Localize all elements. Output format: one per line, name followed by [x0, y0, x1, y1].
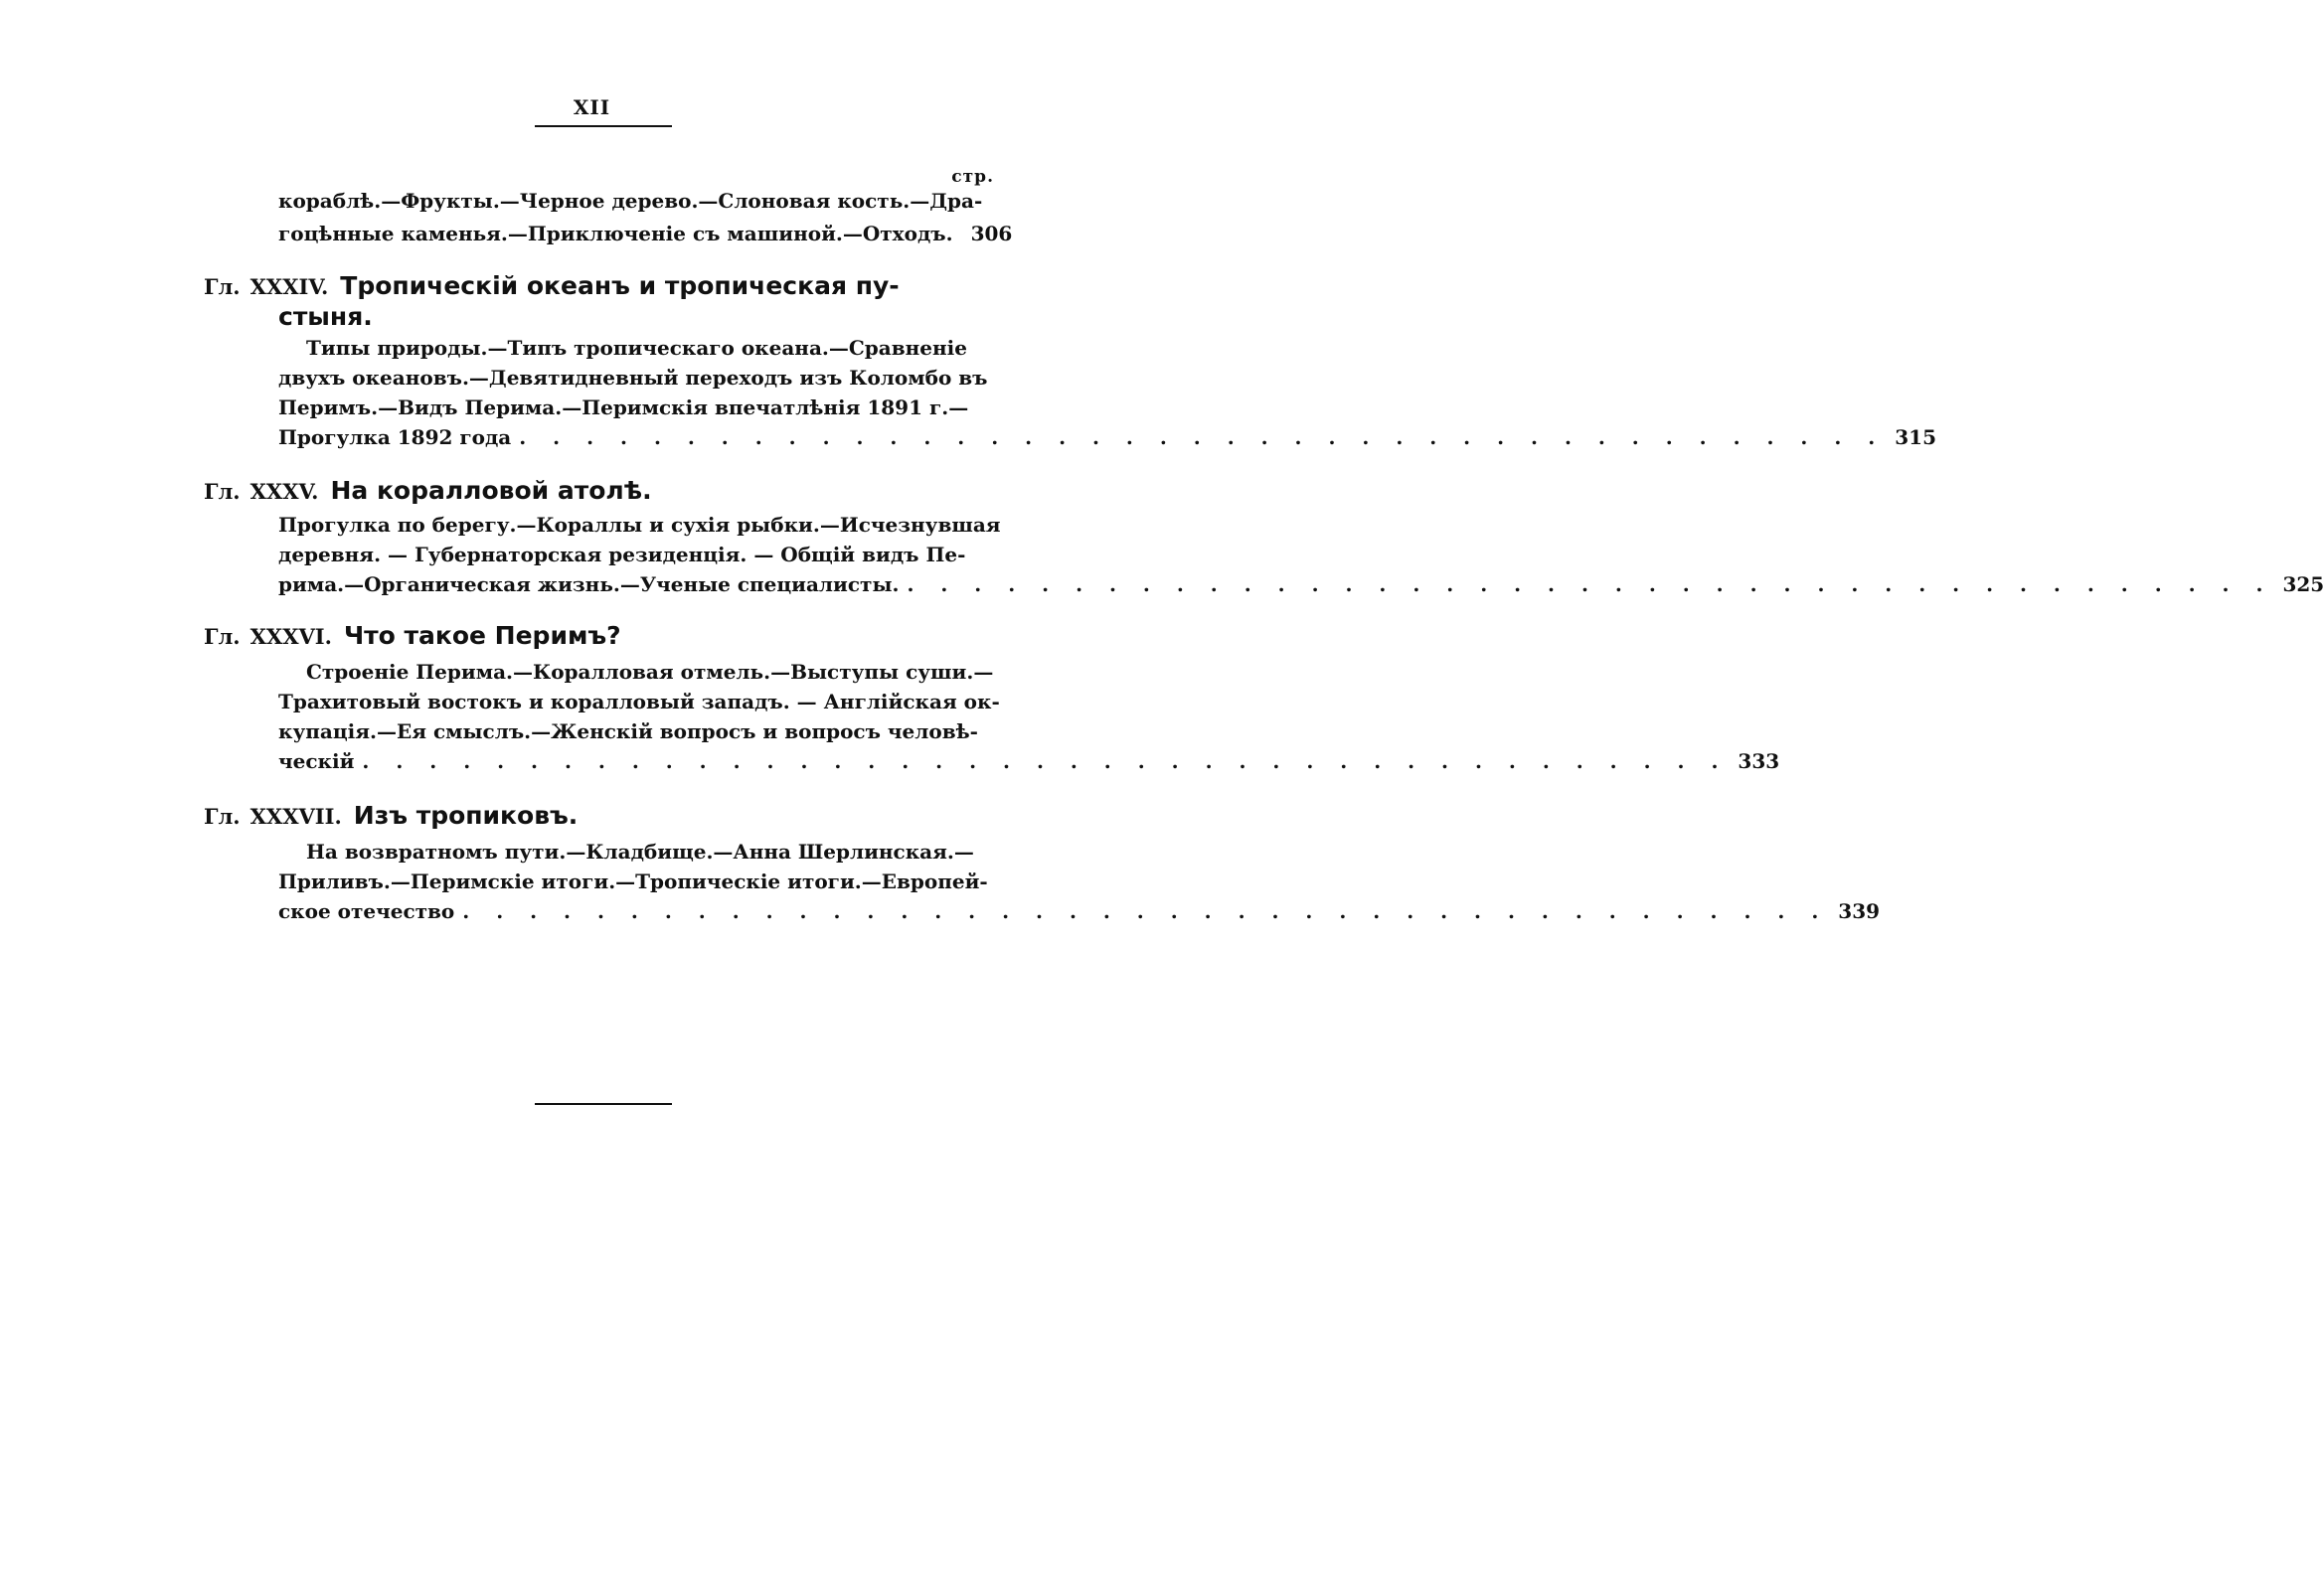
toc-page-number: 315 [1895, 425, 1936, 449]
page-column-header: стр. [951, 167, 994, 187]
toc-description-line: Трахитовый востокъ и коралловый западъ. — Англiйская ок- [278, 690, 1000, 713]
chapter-title-continuation: стыня. [278, 302, 373, 331]
dot-leader: . . . . . . . . . . . . . . . . . . . . . . . . . . . . . . . . . . . . . . . . . [462, 899, 1829, 923]
toc-chapter-heading [204, 620, 621, 653]
toc-description-line: рима.—Органическая жизнь.—Ученые специалисты. [278, 572, 900, 596]
toc-page-number: 333 [1738, 749, 1780, 773]
toc-description-line: деревня. — Губернаторская резиденцiя. — Общiй видъ Пе- [278, 543, 966, 566]
chapter-number: XXXV. [249, 479, 319, 504]
chapter-number: XXXVI. [249, 624, 332, 649]
toc-description-line: Перимъ.—Видъ Перима.—Перимскiя впечатлѣнiя 1891 г.— [278, 395, 969, 419]
header-rule [535, 125, 672, 127]
dot-leader: . . . . . . . . . . . . . . . . . . . . . . . . . . . . . . . . . . . . . . . . . [907, 572, 2273, 596]
chapter-label: Гл. [204, 479, 241, 504]
toc-description-line: Типы природы.—Типъ тропическаго океана.—Сравненiе [306, 336, 967, 360]
dot-leader: . . . . . . . . . . . . . . . . . . . . . . . . . . . . . . . . . . . . . . . . . [519, 425, 1886, 449]
toc-entry-last-line [278, 220, 1013, 247]
chapter-label: Гл. [204, 624, 241, 649]
chapter-number: XXXIV. [249, 274, 329, 299]
toc-description-line: На возвратномъ пути.—Кладбище.—Анна Шерлинская.— [306, 840, 974, 864]
toc-description-line: ческiй [278, 749, 355, 773]
toc-entry-last-line [278, 747, 1780, 775]
chapter-title: Изъ тропиковъ. [353, 801, 579, 830]
toc-entry-last-line [278, 897, 1881, 925]
toc-description-line: гоцѣнные каменья.—Приключенiе съ машиной.—Отходъ. [278, 222, 953, 245]
chapter-title: На коралловой атолѣ. [330, 476, 652, 505]
toc-page-number: 325 [2282, 572, 2324, 596]
toc-description-line: Строенiе Перима.—Коралловая отмель.—Выступы суши.— [306, 660, 994, 684]
end-rule [535, 1103, 672, 1105]
toc-description-line: кораблѣ.—Фрукты.—Черное дерево.—Слоновая кость.—Дра- [278, 189, 983, 213]
chapter-number: XXXVII. [249, 804, 342, 829]
toc-chapter-heading [204, 475, 652, 508]
chapter-title: Что такое Перимъ? [343, 621, 621, 650]
toc-page-number: 339 [1838, 899, 1881, 923]
toc-description-line: Прогулка по берегу.—Кораллы и сухiя рыбки.—Исчезнувшая [278, 513, 1001, 537]
dot-leader: . . . . . . . . . . . . . . . . . . . . . . . . . . . . . . . . . . . . . . . . . [362, 749, 1729, 773]
chapter-title: Тропическiй океанъ и тропическая пу- [340, 271, 900, 300]
toc-entry-last-line [278, 423, 1936, 451]
toc-description-line: двухъ океановъ.—Девятидневный переходъ изъ Коломбо въ [278, 366, 988, 390]
toc-chapter-heading [204, 800, 578, 833]
toc-description-line: Приливъ.—Перимскiе итоги.—Тропическiе итоги.—Европей- [278, 869, 988, 893]
toc-description-line: купацiя.—Ея смыслъ.—Женскiй вопросъ и вопросъ человѣ- [278, 719, 978, 743]
toc-description-line: ское отечество [278, 899, 455, 923]
toc-description-line: Прогулка 1892 года [278, 425, 512, 449]
toc-chapter-heading [204, 270, 900, 303]
chapter-label: Гл. [204, 274, 241, 299]
page-number: XII [573, 95, 611, 119]
toc-entry-last-line [278, 570, 2324, 598]
toc-page-number: 306 [970, 222, 1013, 245]
chapter-label: Гл. [204, 804, 241, 829]
